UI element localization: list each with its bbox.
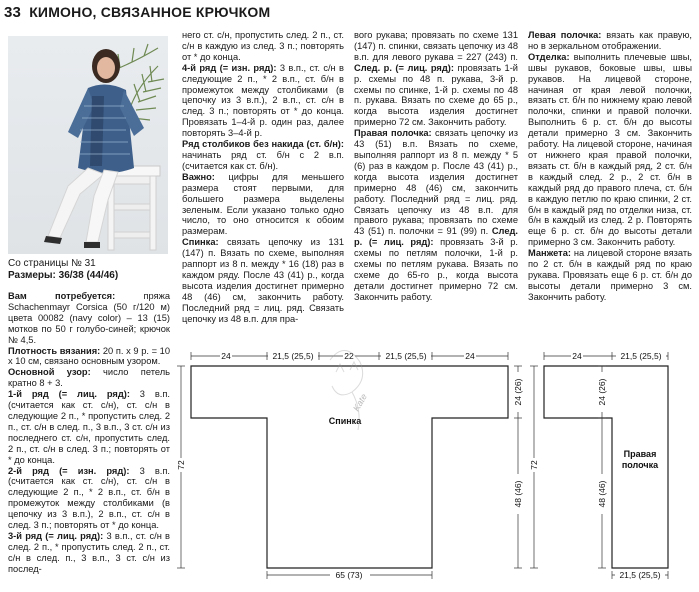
row3-text: 3 в.п., ст. с/н в след. 2 п., * пропустить след. 2 п., ст. с/н в след. п., 3 в.п., 3 ст. с/н из послед-: [8, 530, 170, 574]
back-label: Спинка:: [182, 237, 219, 248]
back-continuation: вого рукава; провязать по схеме 131 (147) п. спинки, связать цепочку из 48 в.п. для левого рукава = 227 (243) п.: [354, 30, 518, 62]
front-dim-bottom: 21,5 (25,5): [619, 570, 661, 580]
pattern-text: число петель кратно 8 + 3.: [8, 367, 170, 389]
right-front-label: Правая полочка:: [354, 128, 432, 139]
row4-label: 4-й ряд (= изн. ряд):: [182, 62, 277, 73]
back-dim-top-center-right: 21,5 (25,5): [385, 351, 427, 361]
row2-label: 2-й ряд (= изн. ряд):: [8, 465, 130, 476]
row4-text: 3 в.п., ст. с/н в следующие 2 п., * 2 в.п., ст. б/н в промежуток между столбиками (в цепочку из 3 в.п.), 2 в.п., ст. с/н в след. 3 п.; повторять от * до конца. Провязать 1–4-й р. один раз, далее повторять 3–4-й р.: [182, 62, 344, 139]
density-text: 20 п. x 9 р. = 10 x 10 см, связано основным узором.: [8, 345, 170, 367]
right-front-text: связать цепочку из 43 (51) в.п. Вязать по схеме, выполняя раппорт из 8 п. между * 5 (6) раз в каждом р. После 43 (41) р., когда высота изделия достигнет примерно 48 (46) см, закончить работу. Последний ряд = лиц. ряд. Связать цепочку из 48 в.п. для правого рукава; провязать по схеме 43 (51) п. полочки = 91 (99) п.: [354, 128, 518, 237]
front-piece-label-1: Правая: [623, 449, 657, 459]
back-dim-sleeve-height: 24 (26): [513, 378, 523, 406]
right-front-schema: [529, 350, 668, 580]
sc-row-label: Ряд столбиков без накида (ст. б/н):: [182, 139, 344, 150]
back-dim-top-center-left: 21,5 (25,5): [272, 351, 314, 361]
pattern-label: Основной узор:: [8, 367, 91, 378]
sizes: Размеры: 36/38 (44/46): [8, 270, 119, 281]
back-dim-top-left: 24: [221, 351, 231, 361]
important-text: цифры для меньшего размера стоят первыми, для большего размера выделены зеленым. Если указано только одно число, то оно относится к обоим размерам.: [182, 171, 344, 237]
front-dim-top-right: 21,5 (25,5): [620, 351, 662, 361]
row2-text: 3 в.п. (считается как ст. с/н), ст. с/н в следующие 2 п., * 2 в.п., ст. б/н в промежуток между столбиками (в цепочку из 3 в.п.), 2 в.п., ст. с/н в след. 3 п.; повторять от * до конца.: [8, 465, 170, 531]
cuffs-text: на лицевой стороне вязать по 2 ст. б/н в каждый ряд по краю рукава. Провязать еще 6 р. ст. б/н до высоты детали примерно 3 см. Закончить работу.: [528, 248, 692, 302]
back-piece-label: Спинка: [328, 416, 362, 426]
row1-text: 3 в.п. (считается как ст. с/н), ст. с/н в следующие 2 п., * пропустить след. 2 п., ст. с/н в след. п., 3 в.п., 3 ст. с/н из последнего ст. с/н, пропустить след. 2 п., ст. с/н в след. 3 п.; повторять от * до конца.: [8, 389, 170, 465]
finishing-text: выполнить плечевые швы, швы рукавов, боковые швы, швы рукавов. На лицевой стороне, начиная от края левой полочки, вязать ст. б/н по нижнему краю левой полочки, спинки и правой полочки. Выполнить 6 р. ст. б/н до высоты детали примерно 3 см. Закончить работу. На лицевой стороне, начиная от нижнего края правой полочки, вязать ст. б/н в каждый ряд, 2 ст. б/н в каждый след. 2 р., 2 ст. б/н в каждый ряд до правого плеча, ст. б/н в каждую петлю по краю спинки, 2 ст. б/н в каждый ряд по отделки низа, ст. б/н в каждый из след. 2 р. Повторять еще 6 р. ст. б/н до высоты детали примерно 3 см. Закончить работу.: [528, 51, 692, 248]
row1-label: 1-й ряд (= лиц. ряд):: [8, 389, 130, 400]
next-row2-text: провязать 3-й р. схемы по петлям полочки, 1-й р. схемы по петлям рукава. Вязать по схеме до 65-го р., когда высота детали достигнет примерно 72 см. Закончить работу.: [354, 237, 518, 302]
watermark-text: Kate: [351, 391, 369, 413]
row3-label: 3-й ряд (= лиц. ряд):: [8, 530, 104, 541]
sc-row-text: начинать ряд ст. б/н с 2 в.п. (считается как ст. б/н).: [182, 149, 344, 171]
back-dim-bottom: 65 (73): [335, 570, 363, 580]
page-number: 33: [4, 4, 22, 21]
front-dim-height: 72: [529, 460, 539, 470]
materials-label: Вам потребуется:: [8, 291, 116, 301]
next-row2-label: След. р. (= лиц. ряд):: [354, 226, 518, 248]
left-front-text: вязать как правую, но в зеркальном отображении.: [528, 30, 693, 51]
finishing-label: Отделка:: [528, 51, 570, 62]
back-text: связать цепочку из 131 (147) п. Вязать по схеме, выполняя раппорт из 8 п. между * 16 (18) раз в каждом ряду. После 43 (41) р., когда высота изделия достигнет примерно 48 (46) см, закончить работу. Последний ряд = лиц. ряд. Связать цепочку из 48 в.п. для пра-: [182, 237, 344, 324]
page-title: КИМОНО, СВЯЗАННОЕ КРЮЧКОМ: [29, 4, 271, 20]
cuffs-label: Манжета:: [528, 248, 571, 259]
front-dim-sleeve-height: 24 (26): [597, 378, 607, 406]
left-front-label: Левая полочка:: [528, 30, 602, 40]
row3-continuation: него ст. с/н, пропустить след. 2 п., ст. с/н в каждую из след. 3 п.; повторять от * до конца.: [182, 30, 344, 62]
important-label: Важно:: [182, 171, 215, 182]
density-label: Плотность вязания:: [8, 345, 101, 356]
back-schema: [176, 350, 523, 580]
back-dim-body-height: 48 (46): [513, 480, 523, 508]
back-dim-top-center: 22: [344, 351, 354, 361]
next-row-text: провязать 1-й р. схемы по 48 п. рукава, 3-й р. схемы по спинке, 1-й р. схемы по 48 п. рукава. Вязать по схеме до 65 р., когда высота изделия достигнет примерно 72 см. Закончить работу.: [354, 62, 518, 128]
back-dim-height: 72: [176, 460, 186, 470]
front-dim-top-left: 24: [572, 351, 582, 361]
materials-text: пряжа Schachenmayr Corsica (50 г/120 м) цвета 00082 (navy color) – 13 (15) мотков по 50 г голубо-синей; крючок № 4,5.: [8, 291, 171, 345]
front-piece-label-2: полочка: [621, 460, 659, 470]
front-dim-body-height: 48 (46): [597, 480, 607, 508]
next-row-label: След. р. (= лиц. ряд):: [354, 62, 454, 73]
back-dim-top-right: 24: [465, 351, 475, 361]
source-page: Со страницы № 31: [8, 258, 96, 269]
